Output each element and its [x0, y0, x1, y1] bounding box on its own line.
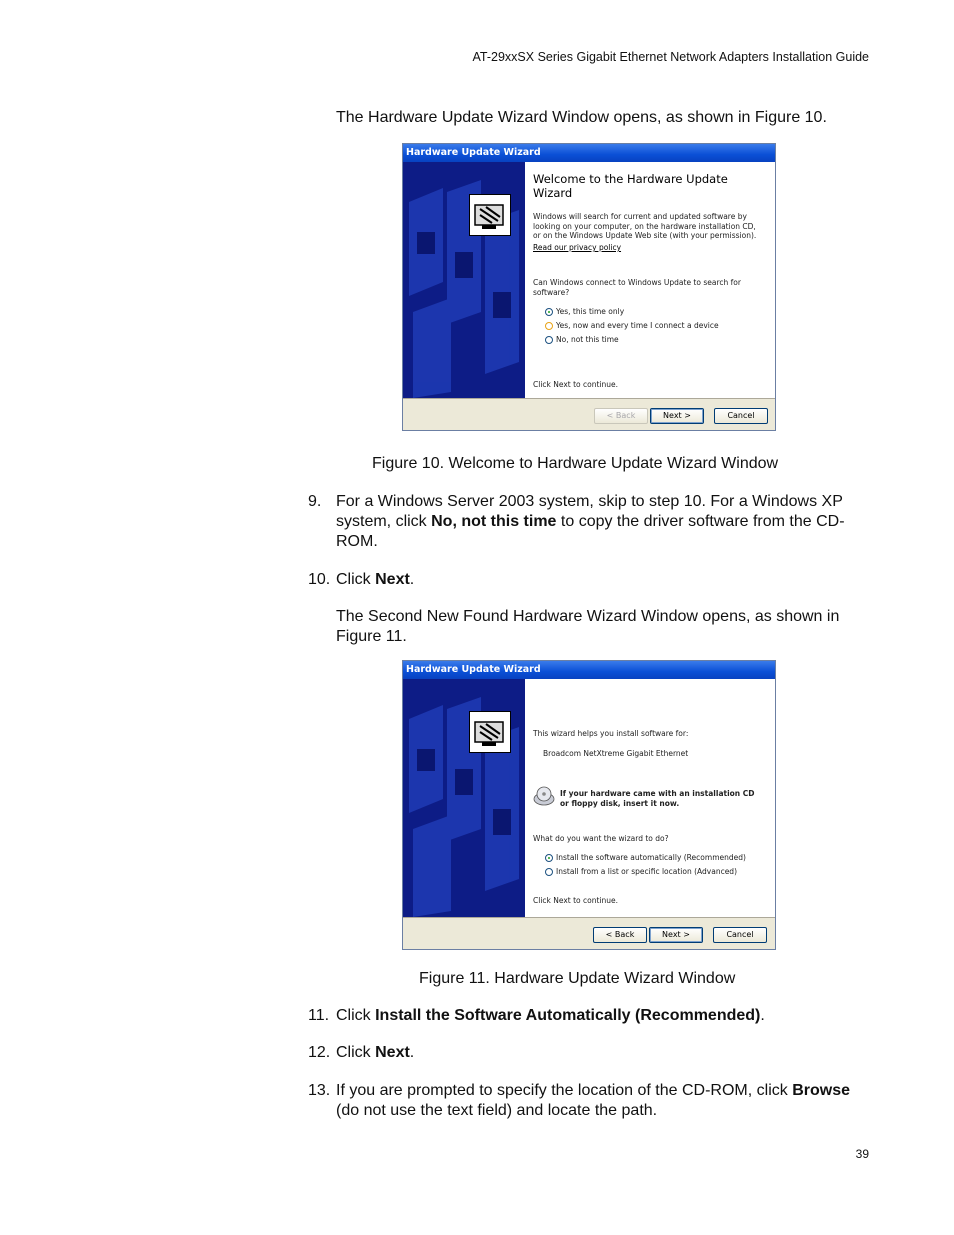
back-button[interactable]: < Back [593, 927, 647, 943]
button-separator [403, 917, 775, 918]
next-button[interactable]: Next > [650, 408, 704, 424]
cancel-button[interactable]: Cancel [713, 927, 767, 943]
radio-install-automatically[interactable] [545, 854, 553, 862]
figure11-caption: Figure 11. Hardware Update Wizard Window [419, 970, 736, 987]
wizard-body-text: Windows will search for current and updated software by looking on your computer, on the hardware installation CD, or on the Windows Update Web site (with your permission). [533, 212, 757, 240]
figure10-caption: Figure 10. Welcome to Hardware Update Wizard Window [372, 455, 779, 472]
wizard-side-banner [403, 162, 525, 398]
radio-label: Install from a list or specific location (Advanced) [556, 867, 737, 876]
wizard-intro-text: This wizard helps you install software for: [533, 729, 689, 738]
radio-no-not-this-time[interactable] [545, 336, 553, 344]
radio-label: Install the software automatically (Recommended) [556, 853, 746, 862]
wizard-footer-text: Click Next to continue. [533, 380, 619, 389]
step-number: 11. [308, 1007, 330, 1024]
privacy-policy-link[interactable]: Read our privacy policy [533, 243, 622, 252]
cd-icon [533, 785, 555, 807]
wizard-titlebar: Hardware Update Wizard [403, 661, 775, 679]
hardware-icon [469, 194, 511, 236]
cancel-button[interactable]: Cancel [714, 408, 768, 424]
radio-yes-every-time[interactable] [545, 322, 553, 330]
device-name: Broadcom NetXtreme Gigabit Ethernet [543, 749, 689, 758]
page-number: 39 [855, 1147, 869, 1161]
cd-note: If your hardware came with an installation CD or floppy disk, insert it now. [560, 789, 755, 808]
next-button[interactable]: Next > [649, 927, 703, 943]
wizard-question: What do you want the wizard to do? [533, 834, 669, 843]
intro-text: The Hardware Update Wizard Window opens, as shown in Figure 10. [336, 109, 827, 126]
wizard-question: Can Windows connect to Windows Update to search for software? [533, 278, 741, 297]
radio-label: Yes, this time only [556, 307, 625, 316]
step-number: 10. [308, 571, 331, 588]
back-button[interactable]: < Back [594, 408, 648, 424]
button-separator [403, 398, 775, 399]
step-10-text: Click Next. [336, 571, 415, 588]
radio-label: No, not this time [556, 335, 619, 344]
radio-install-from-list[interactable] [545, 868, 553, 876]
step-number: 9. [308, 493, 322, 510]
wizard-side-banner [403, 679, 525, 917]
wizard-footer-text: Click Next to continue. [533, 896, 619, 905]
running-header: AT-29xxSX Series Gigabit Ethernet Network Adapters Installation Guide [472, 50, 869, 64]
wizard-content [525, 679, 775, 917]
step-number: 12. [308, 1044, 331, 1061]
wizard-content [525, 162, 775, 398]
figure10-wizard-window [402, 143, 776, 431]
radio-label: Yes, now and every time I connect a device [556, 321, 719, 330]
step-12-text: Click Next. [336, 1044, 415, 1061]
step-11-text: Click Install the Software Automatically (Recommended). [336, 1007, 765, 1024]
radio-yes-this-time[interactable] [545, 308, 553, 316]
figure11-wizard-window [402, 660, 776, 950]
step-9-text: For a Windows Server 2003 system, skip to step 10. For a Windows XP system, click No, not this time to copy the driver software from the CD-ROM. [336, 493, 845, 550]
wizard-titlebar: Hardware Update Wizard [403, 144, 775, 162]
hardware-icon [469, 711, 511, 753]
step-10-followup: The Second New Found Hardware Wizard Window opens, as shown in Figure 11. [336, 608, 840, 645]
step-number: 13. [308, 1082, 331, 1099]
step-13-text: If you are prompted to specify the location of the CD-ROM, click Browse (do not use the text field) and locate the path. [336, 1082, 850, 1119]
wizard-heading: Welcome to the Hardware Update Wizard [533, 172, 728, 200]
